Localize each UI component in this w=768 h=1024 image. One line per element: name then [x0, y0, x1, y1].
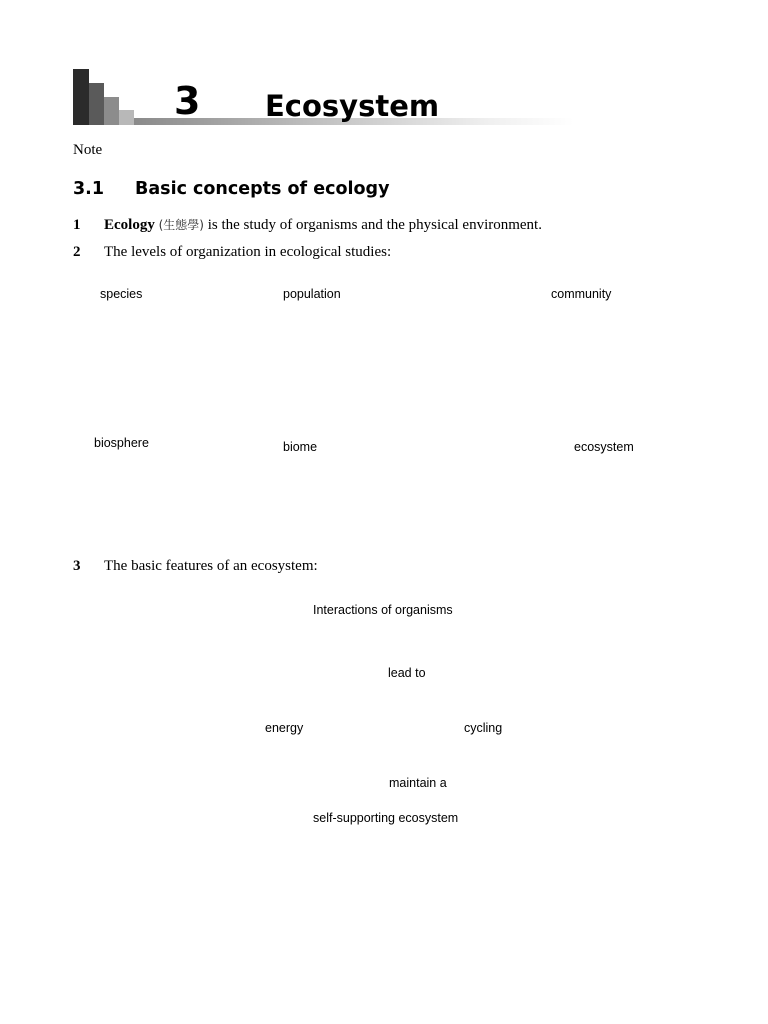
level-label-species: species: [100, 287, 143, 301]
header-bar-4: [119, 110, 134, 125]
item-number-1: 1: [73, 217, 81, 233]
item-text-3: The basic features of an ecosystem:: [104, 558, 318, 574]
ecology-term: Ecology: [104, 217, 155, 233]
header-bar-1: [73, 69, 89, 125]
item-text-1: [104, 216, 542, 234]
level-label-population: population: [283, 287, 341, 301]
section-number: 3.1: [73, 179, 105, 199]
feature-label-cycling: cycling: [464, 721, 503, 735]
feature-label-energy: energy: [265, 721, 304, 735]
feature-label-lead-to: lead to: [388, 666, 426, 680]
level-label-community: community: [551, 287, 612, 301]
note-label: Note: [73, 142, 103, 158]
header-bar-3: [104, 97, 119, 125]
chapter-title: Ecosystem: [265, 89, 440, 123]
item-text-2: The levels of organization in ecological studies:: [104, 244, 392, 260]
feature-label-self-supporting: self-supporting ecosystem: [313, 811, 459, 825]
item-number-2: 2: [73, 244, 81, 260]
level-label-biome: biome: [283, 440, 318, 454]
feature-label-interactions: Interactions of organisms: [313, 603, 453, 617]
level-label-biosphere: biosphere: [94, 436, 149, 450]
section-title: Basic concepts of ecology: [135, 179, 390, 199]
level-label-ecosystem: ecosystem: [574, 440, 634, 454]
item-number-3: 3: [73, 558, 81, 574]
ecology-term-chinese: (生態學): [158, 218, 204, 232]
ecology-definition: is the study of organisms and the physical environment.: [203, 217, 542, 233]
chapter-number: 3: [174, 79, 201, 123]
feature-label-maintain: maintain a: [389, 776, 447, 790]
header-bar-2: [89, 83, 104, 125]
